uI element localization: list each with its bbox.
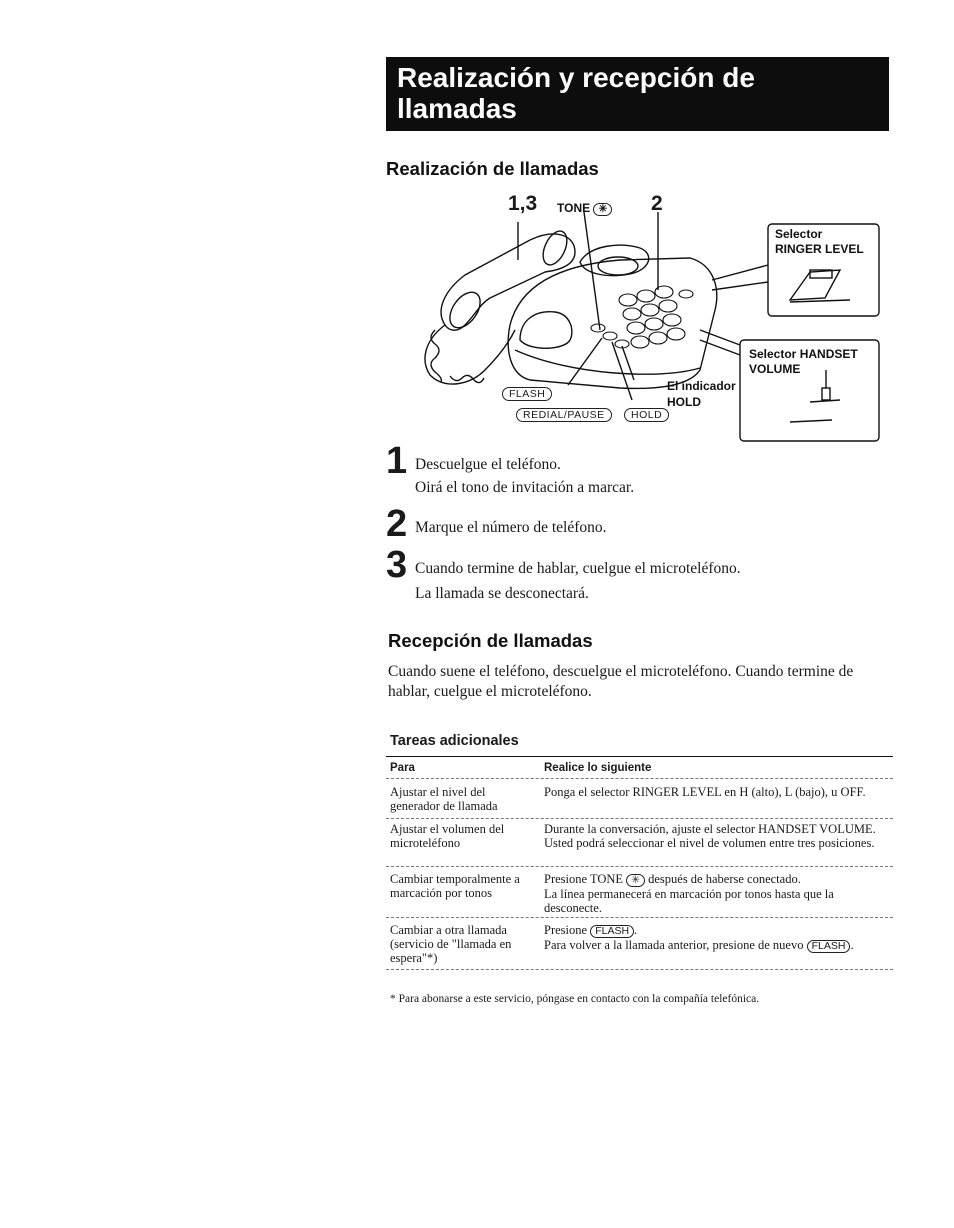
illustration-step-1-3: 1,3 bbox=[508, 192, 538, 215]
section-heading-making-calls: Realización de llamadas bbox=[386, 158, 599, 179]
receiving-instructions: Cuando suene el teléfono, descuelgue el microteléfono. Cuando termine de hablar, cuelgue el microteléfono. bbox=[388, 663, 854, 700]
hold-indicator-label-line1: El indicador bbox=[667, 379, 736, 393]
redial-pause-key: REDIAL/PAUSE bbox=[516, 408, 612, 422]
column-header-realice: Realice lo siguiente bbox=[544, 762, 652, 774]
hold-indicator-label-line2: HOLD bbox=[667, 395, 701, 409]
table-divider bbox=[386, 818, 893, 819]
step-subtext: La llamada se desconectará. bbox=[415, 585, 589, 602]
section-heading-receiving-calls: Recepción de llamadas bbox=[388, 630, 593, 651]
flash-key: FLASH bbox=[807, 940, 851, 953]
row-task: Cambiar temporalmente a marcación por tonos bbox=[390, 872, 520, 900]
step-text: Descuelgue el teléfono. bbox=[415, 456, 561, 473]
title-banner bbox=[386, 57, 889, 131]
ringer-label-line1: Selector bbox=[775, 227, 823, 241]
additional-tasks-heading: Tareas adicionales bbox=[390, 733, 519, 749]
flash-key: FLASH bbox=[590, 925, 634, 938]
handset-label-line2: VOLUME bbox=[749, 362, 801, 376]
action-text: Presione bbox=[544, 923, 588, 937]
action-text: después de haberse conectado. bbox=[648, 872, 801, 886]
table-divider bbox=[386, 778, 893, 779]
footnote: * Para abonarse a este servicio, póngase en contacto con la compañía telefónica. bbox=[390, 993, 760, 1005]
ringer-label-line2: RINGER LEVEL bbox=[775, 242, 864, 256]
action-text: Presione TONE bbox=[544, 872, 624, 886]
flash-key: FLASH bbox=[502, 387, 552, 401]
step-text: Marque el número de teléfono. bbox=[415, 519, 607, 536]
step-subtext: Oirá el tono de invitación a marcar. bbox=[415, 479, 635, 496]
phone-illustration bbox=[370, 190, 890, 450]
star-key-icon: ✳ bbox=[593, 203, 612, 216]
page-title: Realización y recepción de llamadas bbox=[397, 62, 755, 124]
row-task: Ajustar el nivel del generador de llamada bbox=[390, 785, 498, 813]
row-action: Ponga el selector RINGER LEVEL en H (alto), L (bajo), u OFF. bbox=[544, 785, 866, 799]
action-text: Para volver a la llamada anterior, presione de nuevo bbox=[544, 938, 804, 952]
row-action bbox=[544, 872, 889, 915]
handset-label-line1: Selector HANDSET bbox=[749, 347, 858, 361]
action-text: . bbox=[634, 923, 638, 937]
row-action: Durante la conversación, ajuste el selector HANDSET VOLUME. Usted podrá seleccionar el nivel de volumen entre tres posiciones. bbox=[544, 822, 876, 850]
action-text: . bbox=[850, 938, 854, 952]
action-text: La línea permanecerá en marcación por tonos hasta que la desconecte. bbox=[544, 887, 834, 915]
column-header-para: Para bbox=[390, 762, 415, 774]
table-divider bbox=[386, 866, 893, 867]
step-text: Cuando termine de hablar, cuelgue el microteléfono. bbox=[415, 560, 741, 577]
table-divider bbox=[386, 917, 893, 918]
table-top-rule bbox=[386, 756, 893, 757]
star-key-icon: ✳ bbox=[626, 874, 645, 887]
step-number: 3 bbox=[386, 544, 408, 586]
step-number: 1 bbox=[386, 440, 408, 482]
row-action bbox=[544, 923, 889, 953]
hold-key: HOLD bbox=[624, 408, 669, 422]
tone-label bbox=[557, 201, 612, 216]
step-number: 2 bbox=[386, 503, 408, 545]
tone-key-label: TONE bbox=[557, 201, 591, 215]
illustration-step-2: 2 bbox=[651, 192, 663, 215]
row-task: Ajustar el volumen del microteléfono bbox=[390, 822, 505, 850]
row-task: Cambiar a otra llamada (servicio de "llamada en espera"*) bbox=[390, 923, 512, 965]
table-bottom-rule bbox=[386, 969, 893, 970]
